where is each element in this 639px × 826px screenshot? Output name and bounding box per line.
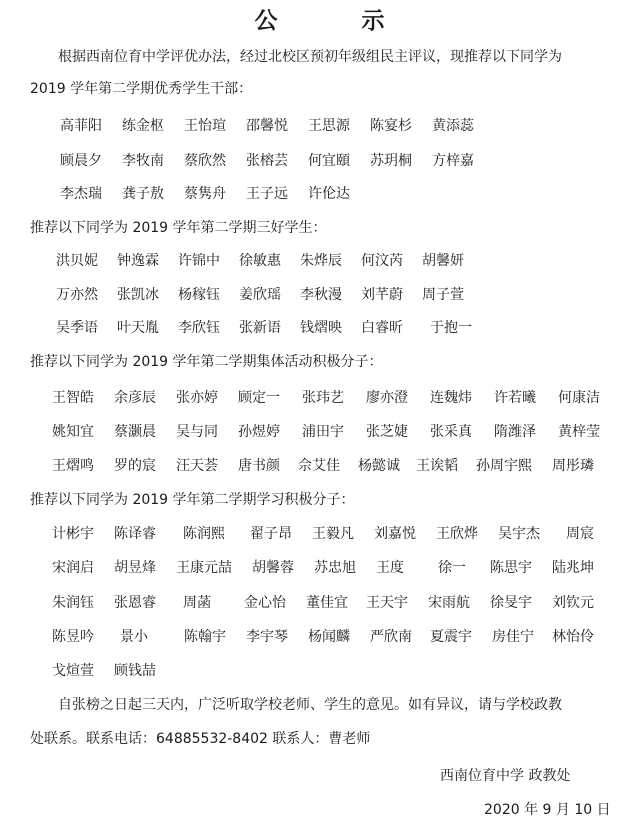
- student-name: 许锦中: [178, 253, 220, 269]
- student-name: 吴宇杰: [498, 526, 540, 542]
- student-name: 张新语: [239, 320, 281, 336]
- student-name: 胡昱烽: [114, 560, 156, 576]
- student-name: 景小: [120, 629, 148, 645]
- student-name: 李宇琴: [246, 629, 288, 645]
- student-name: 蔡灏晨: [114, 424, 156, 440]
- student-name: 朱烨辰: [300, 253, 342, 269]
- student-name: 何汶芮: [361, 253, 403, 269]
- student-name: 汪天荟: [176, 458, 218, 474]
- student-name: 陈昱吟: [52, 629, 94, 645]
- student-name: 唐书颜: [238, 458, 280, 474]
- student-name: 黄添蕊: [432, 118, 474, 134]
- student-name: 胡馨妍: [422, 253, 464, 269]
- student-name: 苏忠旭: [314, 560, 356, 576]
- student-name: 杨闻麟: [308, 629, 350, 645]
- student-name: 苏玥桐: [370, 153, 412, 169]
- student-name: 金心怡: [244, 595, 286, 611]
- student-name: 黄梓莹: [558, 424, 600, 440]
- student-name: 白睿昕: [361, 320, 403, 336]
- student-name: 王子远: [246, 186, 288, 202]
- student-name: 李欣钰: [178, 320, 220, 336]
- student-name: 连魏炜: [430, 390, 472, 406]
- student-name: 王天宇: [366, 595, 408, 611]
- student-name: 董佳宜: [306, 595, 348, 611]
- student-name: 张采真: [430, 424, 472, 440]
- student-name: 陈翰宇: [184, 629, 226, 645]
- student-name: 方梓嘉: [432, 153, 474, 169]
- student-name: 宋雨航: [428, 595, 470, 611]
- student-name: 周子萱: [422, 287, 464, 303]
- student-name: 李秋漫: [300, 287, 342, 303]
- student-name: 练金枢: [122, 118, 164, 134]
- student-name: 刘嘉悦: [374, 526, 416, 542]
- student-name: 顾钱喆: [114, 663, 156, 679]
- student-name: 万亦然: [56, 287, 98, 303]
- student-name: 陆兆坤: [552, 560, 594, 576]
- student-name: 徐旻宇: [490, 595, 532, 611]
- student-name: 张恩睿: [114, 595, 156, 611]
- section-heading-activity: 推荐以下同学为 2019 学年第二学期集体活动积极分子：: [30, 354, 383, 370]
- student-name: 龚子敖: [122, 186, 164, 202]
- student-name: 罗的宸: [114, 458, 156, 474]
- student-name: 李牧南: [122, 153, 164, 169]
- student-name: 何宜頤: [308, 153, 350, 169]
- student-name: 林怡伶: [552, 629, 594, 645]
- student-name: 王智皓: [52, 390, 94, 406]
- student-name: 许伦达: [308, 186, 350, 202]
- student-name: 刘钦元: [552, 595, 594, 611]
- student-name: 周彤璘: [552, 458, 594, 474]
- notice-title: 公 示: [254, 7, 423, 34]
- student-name: 周菡: [183, 595, 211, 611]
- signature-organization: 西南位育中学 政教处: [440, 768, 571, 784]
- student-name: 宋润启: [52, 560, 94, 576]
- student-name: 王康元喆: [176, 560, 232, 576]
- student-name: 张亦婷: [176, 390, 218, 406]
- student-name: 叶天胤: [117, 320, 159, 336]
- student-name: 张榕芸: [246, 153, 288, 169]
- student-name: 余彦辰: [114, 390, 156, 406]
- student-name: 王欣烨: [436, 526, 478, 542]
- student-name: 王思源: [308, 118, 350, 134]
- student-name: 杨懿诚: [358, 458, 400, 474]
- student-name: 蔡欣然: [184, 153, 226, 169]
- student-name: 浦田宇: [302, 424, 344, 440]
- student-name: 朱润钰: [52, 595, 94, 611]
- student-name: 翟子昂: [250, 526, 292, 542]
- student-name: 姜欣瑶: [239, 287, 281, 303]
- student-name: 戈煊萱: [52, 663, 94, 679]
- student-name: 王熠鸣: [52, 458, 94, 474]
- student-name: 洪贝妮: [56, 253, 98, 269]
- student-name: 严欣南: [370, 629, 412, 645]
- student-name: 刘芊蔚: [361, 287, 403, 303]
- student-name: 廖亦澄: [366, 390, 408, 406]
- student-name: 顾晨夕: [60, 153, 102, 169]
- student-name: 胡馨蓉: [252, 560, 294, 576]
- student-name: 邵馨悦: [246, 118, 288, 134]
- student-name: 王毅凡: [312, 526, 354, 542]
- student-name: 徐一: [438, 560, 466, 576]
- student-name: 钱熠映: [300, 320, 342, 336]
- student-name: 于抱一: [430, 320, 472, 336]
- section-heading-merit: 推荐以下同学为 2019 学年第二学期三好学生：: [30, 220, 327, 236]
- intro-line-2: 2019 学年第二学期优秀学生干部：: [30, 81, 253, 97]
- student-name: 吴与同: [176, 424, 218, 440]
- student-name: 徐敏惠: [239, 253, 281, 269]
- student-name: 顾定一: [238, 390, 280, 406]
- closing-line-2: 处联系。联系电话：64885532-8402 联系人：曹老师: [30, 731, 371, 747]
- student-name: 张凯冰: [117, 287, 159, 303]
- student-name: 钟逸霖: [117, 253, 159, 269]
- student-name: 张玮艺: [302, 390, 344, 406]
- student-name: 杨稼钰: [178, 287, 220, 303]
- student-name: 陈思宇: [490, 560, 532, 576]
- student-name: 隋潍泽: [494, 424, 536, 440]
- intro-line-1: 根据西南位育中学评优办法，经过北校区预初年级组民主评议，现推荐以下同学为: [58, 49, 562, 65]
- student-name: 何康洁: [558, 390, 600, 406]
- student-name: 高菲阳: [60, 118, 102, 134]
- student-name: 许若曦: [494, 390, 536, 406]
- student-name: 姚知宜: [52, 424, 94, 440]
- student-name: 佘艾佳: [298, 458, 340, 474]
- student-name: 王度: [376, 560, 404, 576]
- student-name: 孙周宇熙: [476, 458, 532, 474]
- closing-line-1: 自张榜之日起三天内，广泛听取学校老师、学生的意见。如有异议，请与学校政教: [58, 697, 562, 713]
- student-name: 陈宴杉: [370, 118, 412, 134]
- student-name: 吴季语: [56, 320, 98, 336]
- student-name: 王怡瑄: [184, 118, 226, 134]
- student-name: 张芝婕: [366, 424, 408, 440]
- student-name: 李杰瑞: [60, 186, 102, 202]
- signature-date: 2020 年 9 月 10 日: [484, 802, 611, 818]
- student-name: 陈润熙: [183, 526, 225, 542]
- student-name: 陈译睿: [114, 526, 156, 542]
- student-name: 蔡隽舟: [184, 186, 226, 202]
- student-name: 夏震宇: [430, 629, 472, 645]
- section-heading-study: 推荐以下同学为 2019 学年第二学期学习积极分子：: [30, 492, 355, 508]
- student-name: 房佳宁: [492, 629, 534, 645]
- student-name: 计彬宇: [52, 526, 94, 542]
- student-name: 孙煜婷: [238, 424, 280, 440]
- student-name: 周宸: [566, 526, 594, 542]
- student-name: 王诶韬: [416, 458, 458, 474]
